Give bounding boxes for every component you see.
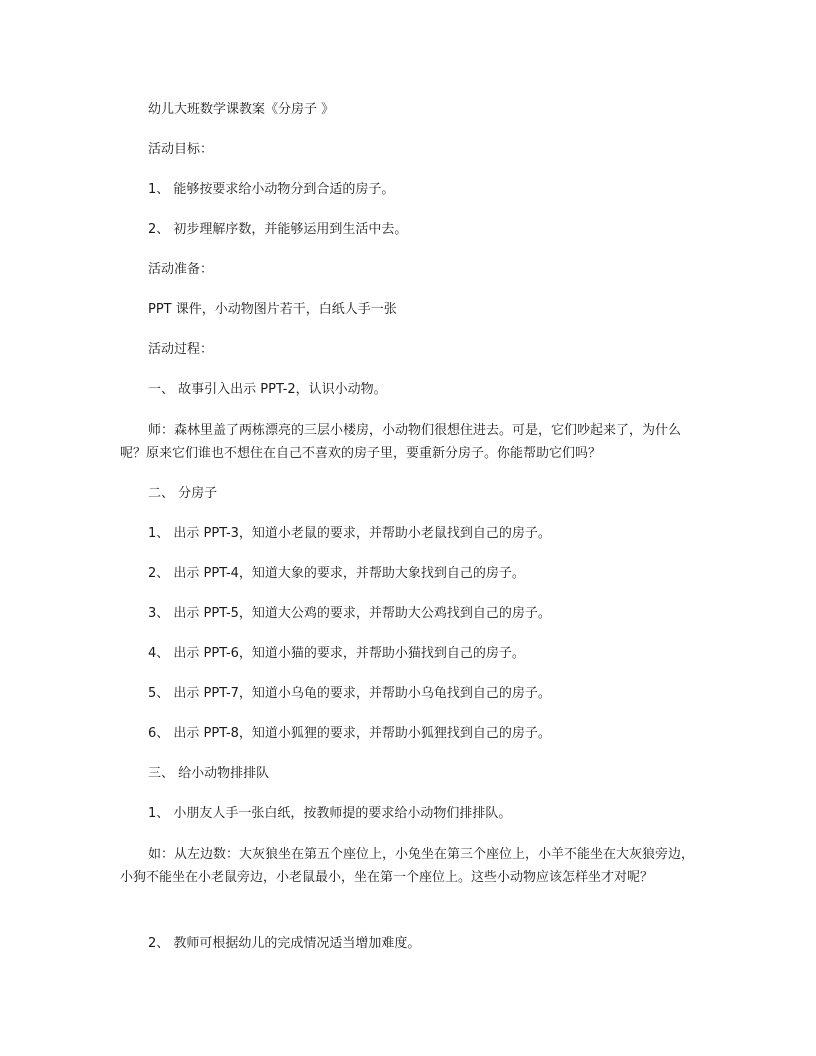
goal-item-2: 2、 初步理解序数，并能够运用到生活中去。 — [148, 222, 408, 237]
goal-item-1: 1、 能够按要求给小动物分到合适的房子。 — [148, 182, 395, 197]
teacher-story-paragraph: 师：森林里盖了两栋漂亮的三层小楼房，小动物们很想住进去。可是，它们吵起来了，为什么呢？原来它们谁也不想住在自己不喜欢的房子里，要重新分房子。你能帮助它们吗？ — [120, 423, 682, 461]
step-3-item-2: 2、 教师可根据幼儿的完成情况适当增加难度。 — [148, 936, 421, 951]
step-2-item-2: 2、 出示 PPT-4，知道大象的要求，并帮助大象找到自己的房子。 — [148, 566, 525, 581]
process-heading: 活动过程： — [148, 342, 214, 357]
step-1-heading: 一、 故事引入出示 PPT-2，认识小动物。 — [148, 382, 387, 397]
step-2-item-6: 6、 出示 PPT-8，知道小狐狸的要求，并帮助小狐狸找到自己的房子。 — [148, 726, 551, 741]
goal-heading: 活动目标： — [148, 142, 214, 157]
step-2-item-1: 1、 出示 PPT-3，知道小老鼠的要求，并帮助小老鼠找到自己的房子。 — [148, 526, 551, 541]
step-2-item-5: 5、 出示 PPT-7，知道小乌龟的要求，并帮助小乌龟找到自己的房子。 — [148, 686, 551, 701]
example-paragraph: 如：从左边数：大灰狼坐在第五个座位上，小兔坐在第三个座位上，小羊不能坐在大灰狼旁边，小狗不能坐在小老鼠旁边，小老鼠最小，坐在第一个座位上。这些小动物应该怎样坐才对呢？ — [120, 847, 695, 885]
step-2-heading: 二、 分房子 — [148, 486, 218, 501]
step-2-item-3: 3、 出示 PPT-5，知道大公鸡的要求，并帮助大公鸡找到自己的房子。 — [148, 606, 551, 621]
document-title: 幼儿大班数学课教案《分房子 》 — [148, 102, 335, 117]
prep-heading: 活动准备： — [148, 262, 214, 277]
prep-item-1: PPT 课件，小动物图片若干，白纸人手一张 — [148, 302, 397, 317]
step-3-heading: 三、 给小动物排排队 — [148, 766, 270, 781]
step-2-item-4: 4、 出示 PPT-6，知道小猫的要求，并帮助小猫找到自己的房子。 — [148, 646, 525, 661]
step-3-item-1: 1、 小朋友人手一张白纸，按教师提的要求给小动物们排排队。 — [148, 806, 512, 821]
